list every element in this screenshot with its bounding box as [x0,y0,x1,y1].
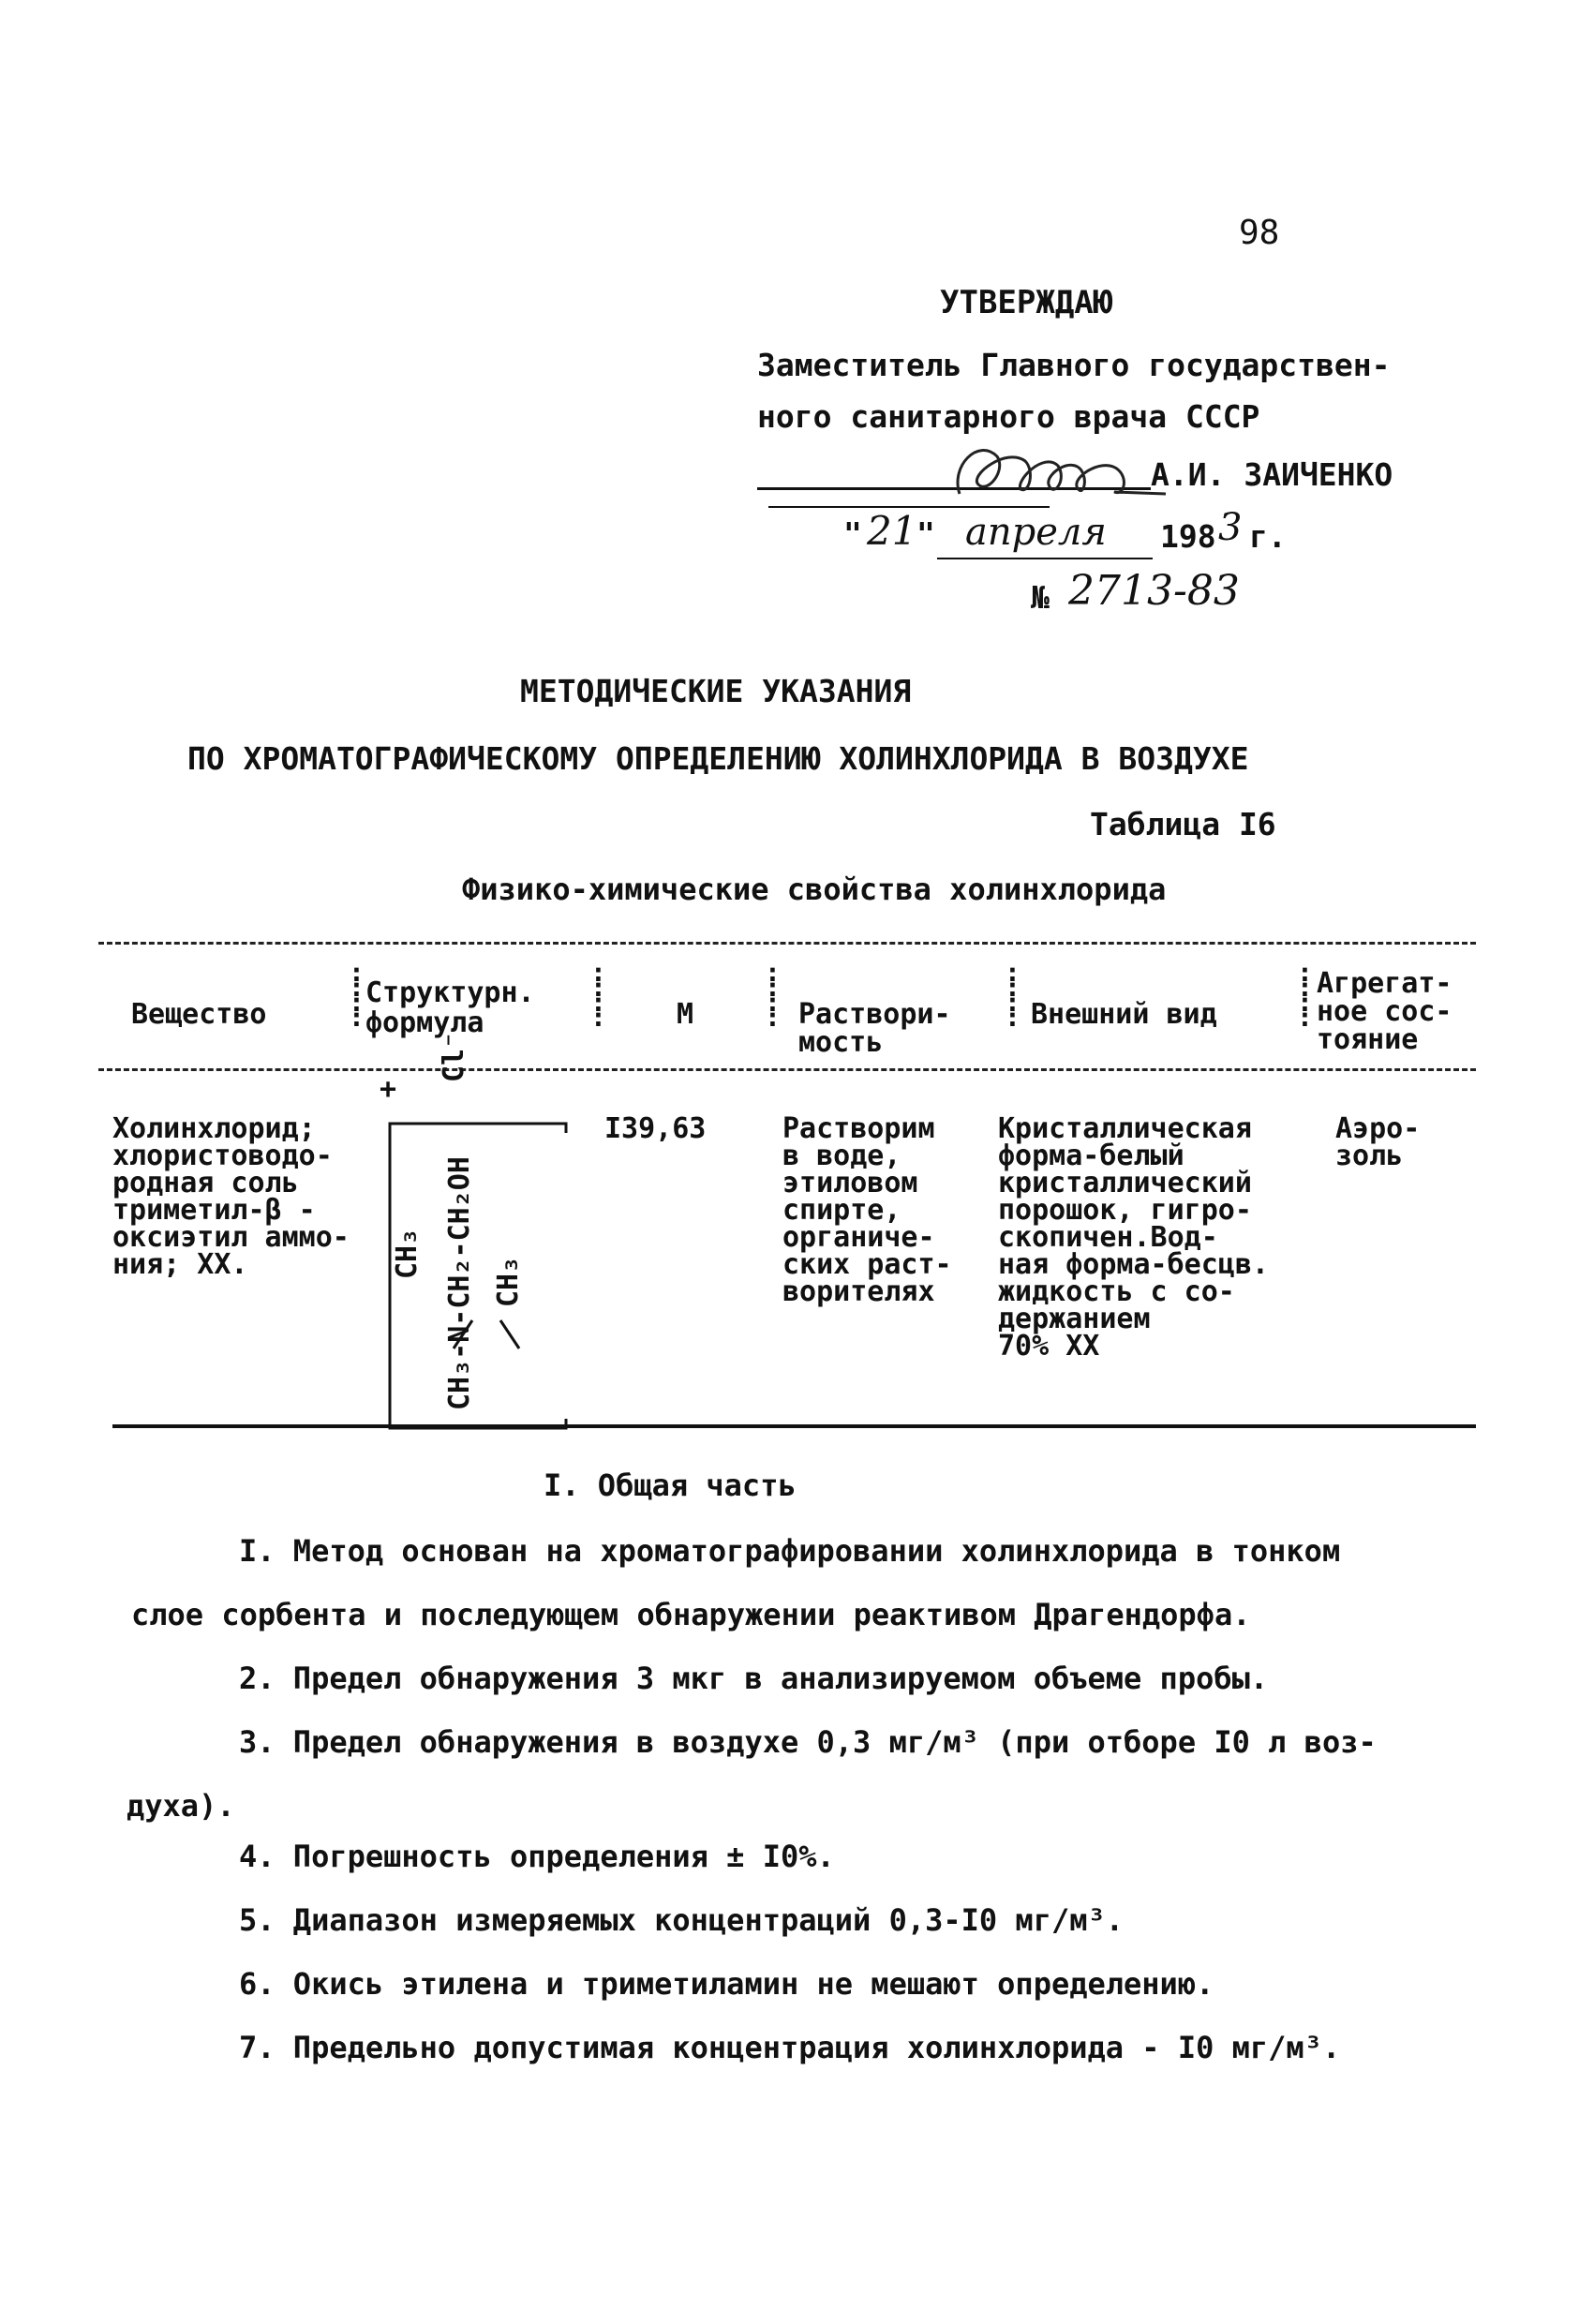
cell-solubility-line: этиловом [782,1167,918,1199]
table-caption: Физико-химические свойства холинхлорида [462,872,1167,907]
cell-appearance-line: форма-белый [998,1140,1184,1172]
header-formula-line-2: формула [365,1006,484,1039]
cell-appearance-line: порошок, гигро- [998,1194,1252,1227]
date-day: 21 [867,508,917,554]
section-paragraph-line: 5. Диапазон измеряемых концентраций 0,3-I0 мг/м³. [239,1902,1125,1938]
column-separator: : : : : [590,957,606,1033]
date-year-digit: 3 [1218,506,1243,549]
section-paragraph-line: I. Метод основан на хроматографировании холинхлорида в тонком [239,1533,1341,1569]
date-year-prefix: 198 [1160,518,1216,555]
section-heading: I. Общая часть [544,1467,797,1503]
cell-substance-line: хлористоводо- [112,1140,333,1172]
column-separator: : : : : [765,957,781,1033]
cell-appearance-line: Кристаллическая [998,1112,1252,1145]
table-top-rule [98,942,1476,945]
cell-solubility-line: Растворим [782,1112,935,1145]
date-close-quote: " [916,515,935,552]
header-substance: Вещество [131,998,267,1031]
approval-name: А.И. ЗАИЧЕНКО [1151,456,1393,493]
header-solubility-line-1: Раствори- [798,998,951,1031]
header-state-line-1: Агрегат- [1317,967,1452,1000]
cell-solubility-line: органиче- [782,1221,935,1254]
document-title-line-1: МЕТОДИЧЕСКИЕ УКАЗАНИЯ [520,673,912,709]
cell-substance-line: родная соль [112,1167,299,1199]
cell-solubility-line: ворителях [782,1275,935,1308]
section-paragraph-line: 6. Окись этилена и триметиламин не мешают определению. [239,1966,1214,2002]
cell-state-line: золь [1335,1140,1404,1172]
cell-appearance-line: кристаллический [998,1167,1252,1199]
approval-line-2: ного санитарного врача СССР [757,398,1260,435]
header-appearance: Внешний вид [1031,998,1217,1031]
cell-state-line: Аэро- [1335,1112,1421,1145]
approval-line-1: Заместитель Главного государствен- [757,347,1391,383]
header-state-line-3: тояние [1317,1023,1419,1056]
header-mass: М [677,998,694,1031]
formula-chain: CH₃-N-CH₂-CH₂OH [443,1156,476,1410]
section-paragraph-line: 7. Предельно допустимая концентрация холинхлорида - I0 мг/м³. [239,2030,1341,2065]
page-number: 98 [1239,214,1280,252]
formula-methyl-right: CH₃ [492,1256,525,1307]
signature-image [923,410,1184,516]
cell-solubility-line: спирте, [782,1194,901,1227]
cell-appearance-line: жидкость с со- [998,1275,1235,1308]
table-bottom-rule [112,1424,1476,1428]
cell-appearance-line: скопичен.Вод- [998,1221,1218,1254]
cell-solubility-line: ских раст- [782,1248,952,1281]
column-separator: : : : : [1005,957,1020,1033]
document-title-line-2: ПО ХРОМАТОГРАФИЧЕСКОМУ ОПРЕДЕЛЕНИЮ ХОЛИНХЛОРИДА В ВОЗДУХЕ [187,740,1249,777]
cell-substance-line: оксиэтил аммо- [112,1221,350,1254]
header-solubility-line-2: мость [798,1026,884,1059]
formula-chloride: Cl⁻ [438,1031,470,1082]
date-suffix: г. [1249,518,1287,555]
cell-appearance-line: держанием [998,1303,1151,1335]
header-state-line-2: ное сос- [1317,995,1452,1028]
cell-solubility-line: в воде, [782,1140,901,1172]
cell-mass: I39,63 [604,1112,707,1145]
formula-methyl-left: CH₃ [391,1228,424,1279]
column-separator: : : : : [349,957,365,1033]
cell-substance-line: Холинхлорид; [112,1112,316,1145]
cell-substance-line: ния; XX. [112,1248,248,1281]
number-value: 2713-83 [1068,567,1240,615]
section-paragraph-line: 4. Погрешность определения ± I0%. [239,1839,835,1874]
date-open-quote: " [843,515,862,552]
section-paragraph-line: духа). [127,1788,235,1824]
approval-title: УТВЕРЖДАЮ [940,284,1113,321]
date-month: апреля [965,511,1107,554]
formula-charge: + [380,1073,397,1106]
section-paragraph-line: 2. Предел обнаружения 3 мкг в анализируемом объеме пробы. [239,1661,1269,1696]
cell-appearance-line: 70% XX [998,1330,1100,1363]
cell-appearance-line: ная форма-бесцв. [998,1248,1269,1281]
table-label: Таблица I6 [1090,806,1276,842]
section-paragraph-line: 3. Предел обнаружения в воздухе 0,3 мг/м³ (при отборе I0 л воз- [239,1724,1377,1760]
number-prefix: № [1031,579,1050,616]
table-header-bottom-rule [98,1068,1476,1071]
column-separator: : : : : [1297,957,1313,1033]
date-month-rule [937,558,1153,559]
header-formula-line-1: Структурн. [365,976,535,1009]
section-paragraph-line: слое сорбента и последующем обнаружении реактивом Драгендорфа. [131,1597,1251,1632]
cell-substance-line: триметил-β - [112,1194,316,1227]
